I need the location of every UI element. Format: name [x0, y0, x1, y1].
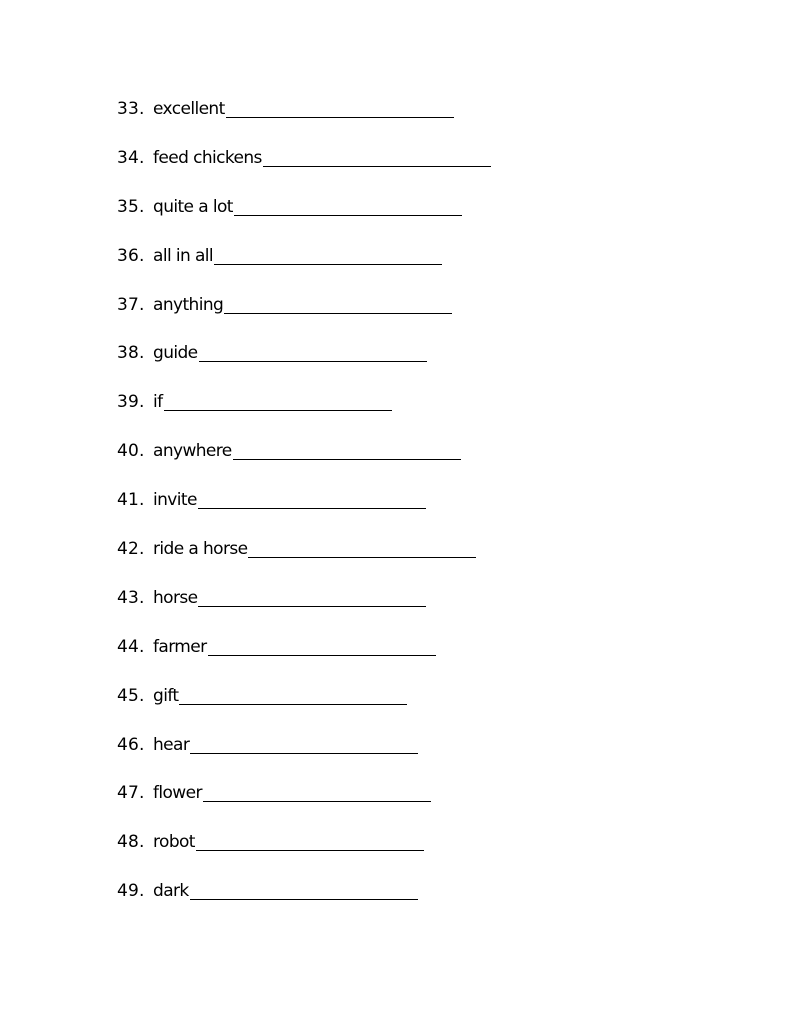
item-word: if [153, 392, 163, 413]
answer-blank[interactable] [233, 437, 461, 460]
item-number: 45. [117, 685, 145, 706]
answer-blank[interactable] [263, 144, 491, 167]
list-item [117, 95, 717, 144]
item-number: 49. [117, 881, 145, 902]
item-word: robot [153, 832, 195, 853]
answer-blank[interactable] [248, 535, 476, 558]
list-item [117, 486, 717, 535]
item-number: 40. [117, 441, 145, 462]
item-word: flower [153, 783, 202, 804]
item-number: 36. [117, 245, 145, 266]
list-item [117, 682, 717, 731]
item-word: invite [153, 490, 197, 511]
list-item [117, 242, 717, 291]
item-word: gift [153, 685, 179, 706]
list-item [117, 339, 717, 388]
list-item [117, 144, 717, 193]
list-item [117, 193, 717, 242]
list-item [117, 779, 717, 828]
answer-blank[interactable] [198, 584, 426, 607]
item-number: 39. [117, 392, 145, 413]
item-word: all in all [153, 245, 214, 266]
item-number: 35. [117, 196, 145, 217]
list-item [117, 828, 717, 877]
answer-blank[interactable] [198, 486, 426, 509]
answer-blank[interactable] [234, 193, 462, 216]
answer-blank[interactable] [199, 339, 427, 362]
item-number: 33. [117, 99, 145, 119]
item-number: 38. [117, 343, 145, 364]
answer-blank[interactable] [214, 242, 442, 265]
item-number: 34. [117, 147, 145, 168]
item-word: ride a horse [153, 539, 248, 560]
list-item [117, 388, 717, 437]
item-number: 41. [117, 490, 145, 511]
item-word: anywhere [153, 441, 232, 462]
item-word: dark [153, 881, 189, 902]
list-item [117, 437, 717, 486]
item-word: hear [153, 734, 190, 755]
list-item [117, 633, 717, 682]
item-number: 46. [117, 734, 145, 755]
item-word: quite a lot [153, 196, 233, 217]
answer-blank[interactable] [190, 877, 418, 900]
item-number: 42. [117, 539, 145, 560]
item-number: 37. [117, 294, 145, 315]
answer-blank[interactable] [203, 779, 431, 802]
item-number: 47. [117, 783, 145, 804]
answer-blank[interactable] [164, 388, 392, 411]
answer-blank[interactable] [179, 682, 407, 705]
worksheet [117, 95, 717, 926]
item-word: anything [153, 294, 224, 315]
item-number: 43. [117, 587, 145, 608]
list-item [117, 535, 717, 584]
list-item [117, 731, 717, 780]
answer-blank[interactable] [224, 291, 452, 314]
item-word: guide [153, 343, 198, 364]
answer-blank[interactable] [190, 731, 418, 754]
item-number: 44. [117, 636, 145, 657]
item-word: excellent [153, 99, 225, 119]
answer-blank[interactable] [208, 633, 436, 656]
list-item [117, 291, 717, 340]
list-item [117, 584, 717, 633]
item-number: 48. [117, 832, 145, 853]
item-word: feed chickens [153, 147, 262, 168]
item-word: farmer [153, 636, 207, 657]
list-item [117, 877, 717, 926]
item-word: horse [153, 587, 198, 608]
answer-blank[interactable] [196, 828, 424, 851]
answer-blank[interactable] [226, 95, 454, 118]
